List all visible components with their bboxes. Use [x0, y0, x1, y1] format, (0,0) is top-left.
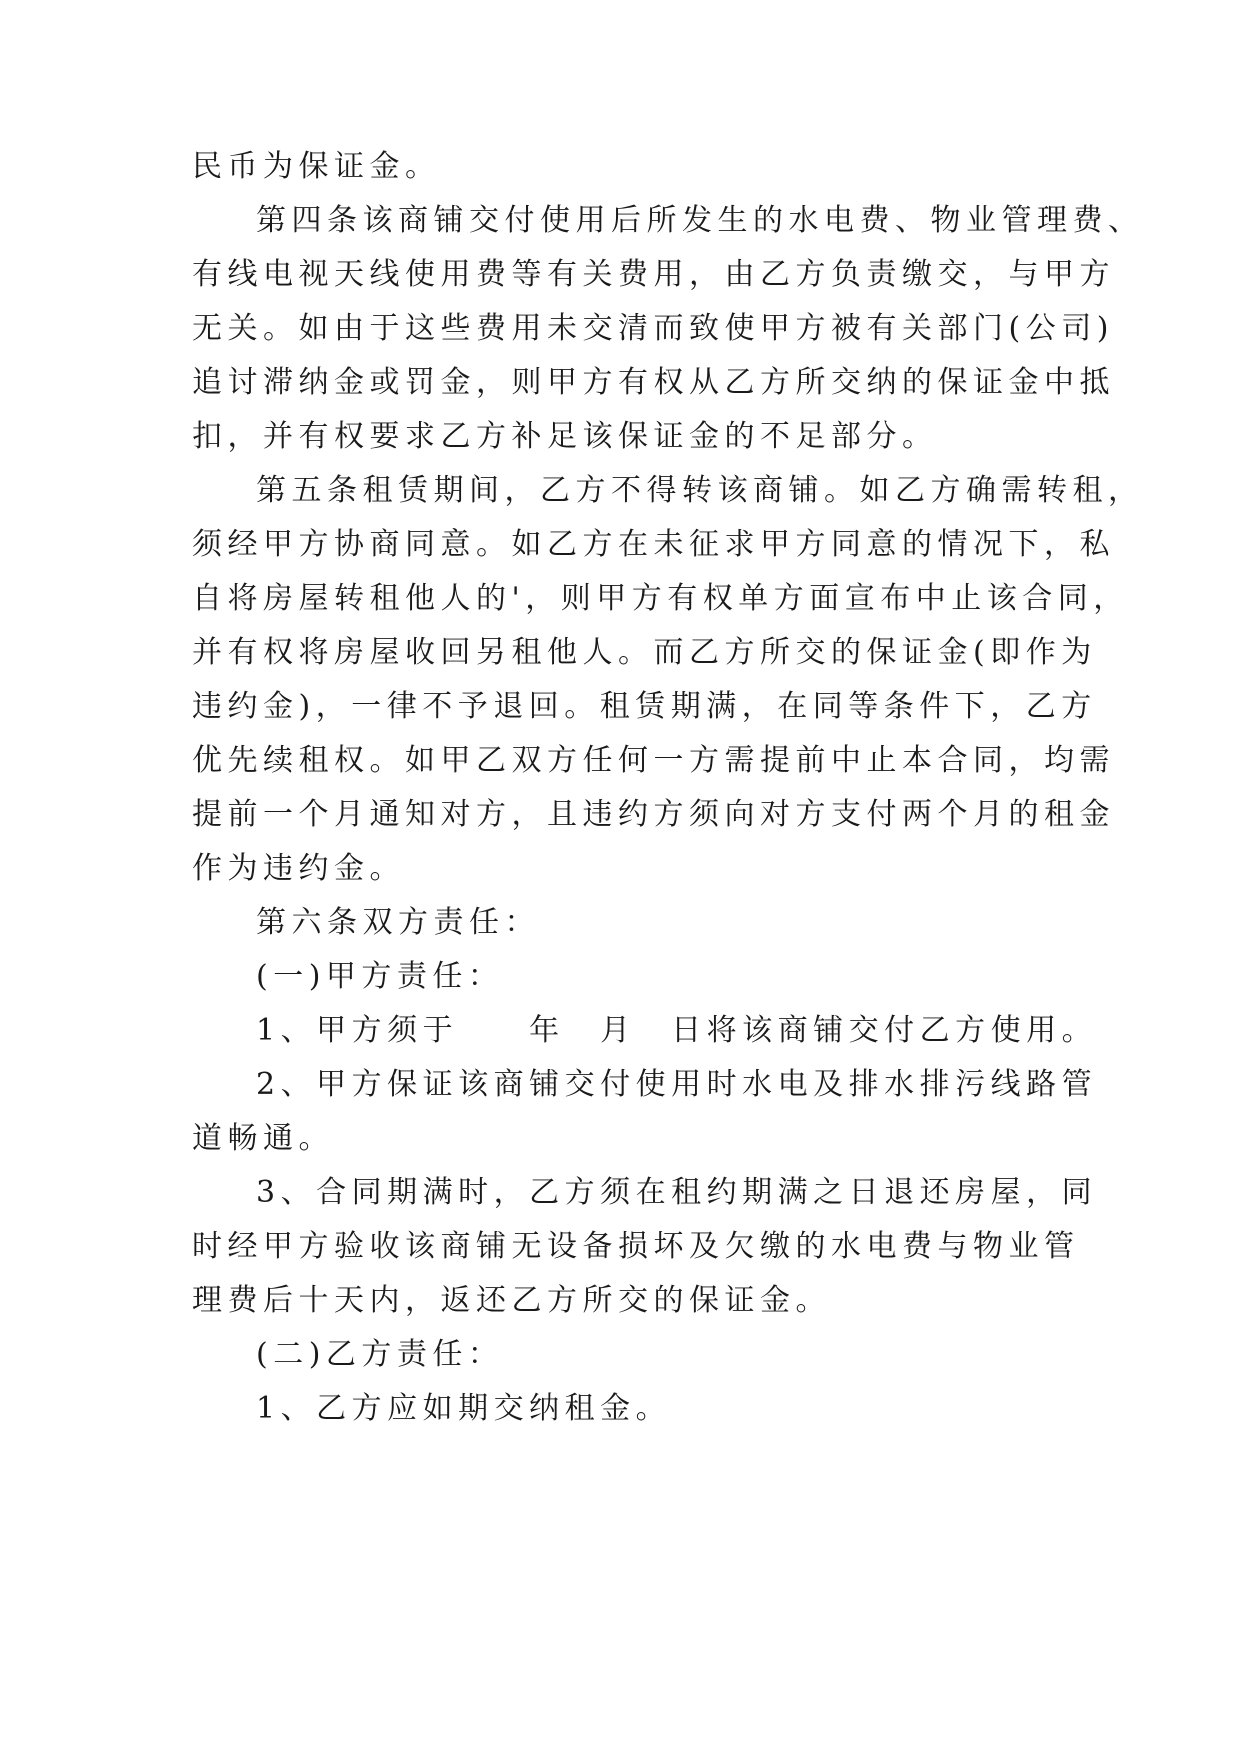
text-line: 违约金)，一律不予退回。租赁期满，在同等条件下，乙方 [192, 689, 1097, 724]
text-line: (一)甲方责任： [256, 959, 504, 994]
text-line: 1、乙方应如期交纳租金。 [256, 1391, 672, 1426]
text-line: 3、合同期满时，乙方须在租约期满之日退还房屋，同 [256, 1175, 1098, 1210]
text-line: 并有权将房屋收回另租他人。而乙方所交的保证金(即作为 [192, 635, 1097, 670]
text-line: 1、甲方须于 年 月 日将该商铺交付乙方使用。 [256, 1013, 1098, 1048]
text-line: 扣，并有权要求乙方补足该保证金的不足部分。 [192, 419, 938, 454]
text-line: 自将房屋转租他人的'，则甲方有权单方面宣布中止该合同， [192, 581, 1129, 616]
text-line: 有线电视天线使用费等有关费用，由乙方负责缴交，与甲方 [192, 257, 1115, 292]
text-line: 须经甲方协商同意。如乙方在未征求甲方同意的情况下，私 [192, 527, 1115, 562]
text-line: 作为违约金。 [192, 851, 405, 886]
text-line: 追讨滞纳金或罚金，则甲方有权从乙方所交纳的保证金中抵 [192, 365, 1115, 400]
text-line: 理费后十天内，返还乙方所交的保证金。 [192, 1283, 831, 1318]
text-line: 道畅通。 [192, 1121, 334, 1156]
text-line: 第四条该商铺交付使用后所发生的水电费、物业管理费、 [256, 203, 1144, 238]
text-line: 民币为保证金。 [192, 149, 441, 184]
text-line: (二)乙方责任： [256, 1337, 504, 1372]
text-line: 无关。如由于这些费用未交清而致使甲方被有关部门(公司) [192, 311, 1114, 346]
text-line: 提前一个月通知对方，且违约方须向对方支付两个月的租金 [192, 797, 1115, 832]
text-line: 第五条租赁期间，乙方不得转该商铺。如乙方确需转租， [256, 473, 1144, 508]
text-line: 时经甲方验收该商铺无设备损坏及欠缴的水电费与物业管 [192, 1229, 1080, 1264]
text-line: 2、甲方保证该商铺交付使用时水电及排水排污线路管 [256, 1067, 1098, 1102]
text-line: 优先续租权。如甲乙双方任何一方需提前中止本合同，均需 [192, 743, 1115, 778]
text-line: 第六条双方责任： [256, 905, 540, 940]
